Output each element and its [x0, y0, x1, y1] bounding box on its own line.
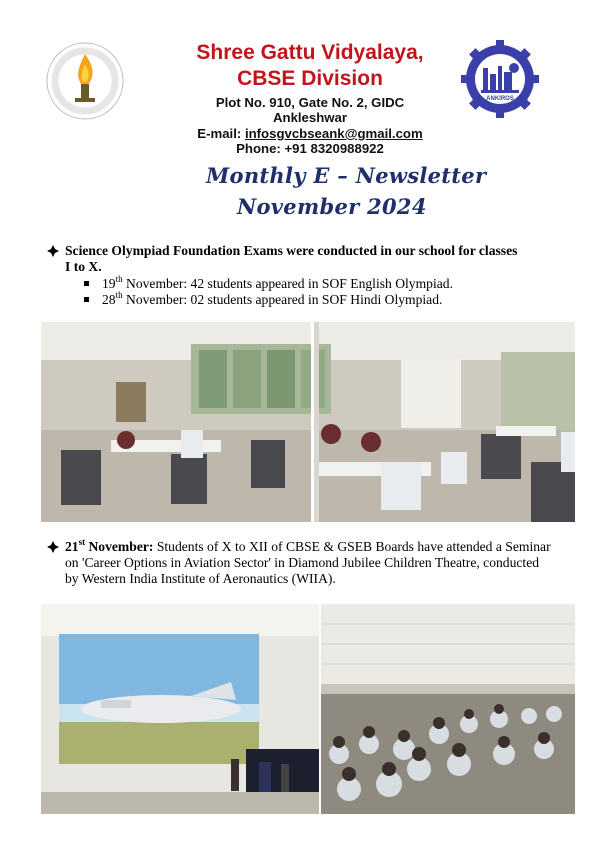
square-bullet-icon	[84, 281, 89, 286]
section-sof-heading	[47, 243, 547, 275]
newsletter-title: Monthly E – Newsletter	[206, 163, 487, 188]
address-line2: Ankleshwar	[272, 110, 348, 125]
ankiros-logo-text: ANKIROS	[486, 96, 514, 102]
list-item	[84, 276, 453, 292]
exam-hall-photo	[41, 322, 575, 522]
phone-line: Phone: +91 8320988922	[236, 141, 384, 156]
seminar-ordinal: st	[78, 537, 86, 547]
seminar-body-line2: on 'Career Options in Aviation Sector' in Diamond Jubilee Children Theatre, conducted	[65, 555, 540, 570]
seminar-month: November:	[85, 539, 154, 554]
email-label: E-mail:	[197, 126, 245, 141]
seminar-body-line1: Students of X to XII of CBSE & GSEB Boards have attended a Seminar	[153, 539, 551, 554]
gear-industry-emblem-icon	[459, 38, 541, 120]
seminar-stage-photo	[41, 604, 319, 814]
section-sof-heading-line2: I to X.	[65, 259, 102, 274]
section-sof-heading-line1: Science Olympiad Foundation Exams were conducted in our school for classes	[65, 243, 518, 258]
list-item	[84, 292, 442, 308]
list-item-day: 28	[102, 292, 116, 307]
list-item-ordinal: th	[115, 274, 123, 284]
section-seminar-line1	[47, 539, 567, 555]
square-bullet-icon	[84, 297, 89, 302]
flame-emblem-icon	[44, 40, 126, 122]
diamond-bullet-icon	[47, 245, 59, 257]
seminar-body-line3: by Western India Institute of Aeronautics (WIIA).	[65, 571, 336, 586]
ankiros-logo	[459, 38, 541, 120]
list-item-text: November: 42 students appeared in SOF English Olympiad.	[122, 276, 453, 291]
school-name-line2: CBSE Division	[237, 67, 383, 90]
school-logo	[44, 40, 126, 122]
diamond-bullet-icon	[47, 541, 59, 553]
list-item-text: November: 02 students appeared in SOF Hindi Olympiad.	[122, 292, 443, 307]
email-line	[150, 126, 470, 142]
list-item-ordinal: th	[115, 290, 123, 300]
seminar-day: 21	[65, 539, 79, 554]
newsletter-month: November 2024	[237, 194, 427, 219]
school-name-line1: Shree Gattu Vidyalaya,	[196, 41, 424, 64]
email-link[interactable]: infosgvcbseank@gmail.com	[244, 126, 423, 141]
list-item-day: 19	[102, 276, 116, 291]
address-line1: Plot No. 910, Gate No. 2, GIDC	[215, 95, 405, 110]
seminar-audience-photo	[319, 604, 575, 814]
seminar-date	[65, 539, 153, 554]
section-seminar	[47, 539, 567, 587]
